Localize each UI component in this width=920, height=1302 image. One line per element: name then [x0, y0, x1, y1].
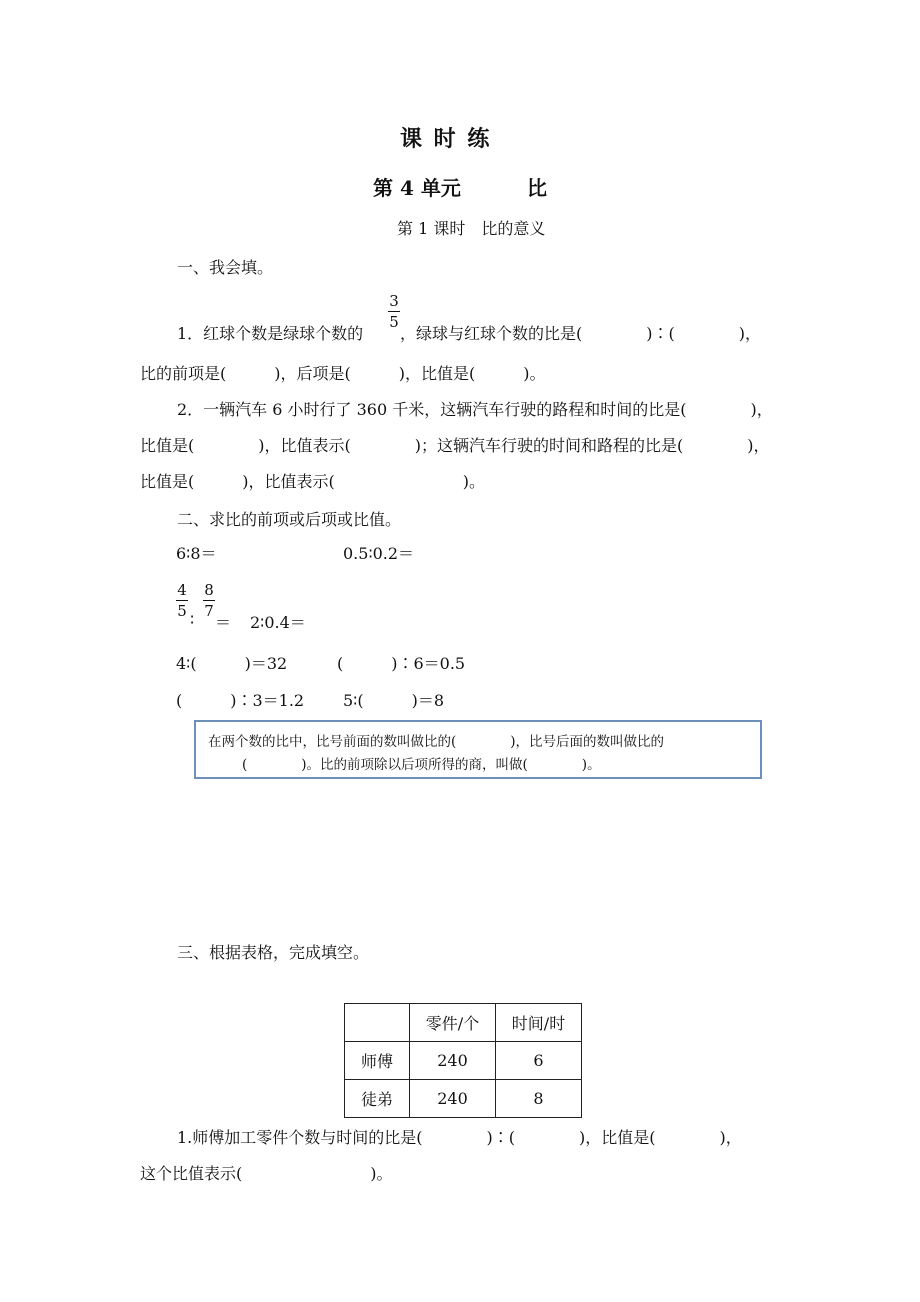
expr-x-6-0.5: ( )∶6＝0.5 [337, 654, 466, 673]
expr-5-x-8: 5∶( )＝8 [343, 691, 445, 710]
unit-topic: 比 [527, 176, 547, 200]
q2-line2: 比值是( )，比值表示( )；这辆汽车行驶的时间和路程的比是( )， [140, 436, 770, 455]
expr-2-0.4: 2∶0.4＝ [250, 613, 306, 632]
table-row: 师傅 240 6 [345, 1042, 582, 1080]
expr-0.5-0.2: 0.5∶0.2＝ [343, 544, 415, 563]
q3-line2: 这个比值表示( )。 [140, 1164, 393, 1183]
q1-text-before: 1．红球个数是绿球个数的 [177, 324, 364, 343]
q1-line2: 比的前项是( )，后项是( )，比值是( )。 [140, 364, 546, 383]
definition-note-box [194, 720, 762, 779]
table-row: 徒弟 240 8 [345, 1080, 582, 1118]
expr-4-x-32: 4∶( )＝32 [176, 654, 288, 673]
note-line2: ( )。比的前项除以后项所得的商，叫做( )。 [242, 757, 601, 773]
q1-text-after: ，绿球与红球个数的比是( )∶( )， [400, 324, 761, 343]
q2-line3: 比值是( )，比值表示( )。 [140, 472, 485, 491]
data-table [344, 1003, 582, 1118]
lesson-title: 第 1 课时 比的意义 [397, 219, 546, 238]
q2-line1: 2．一辆汽车 6 小时行了 360 千米，这辆汽车行驶的路程和时间的比是( )， [177, 400, 773, 419]
worksheet-title: 课 时 练 [400, 126, 492, 152]
unit-label: 第 4 单元 [373, 176, 461, 200]
section1-heading: 一、我会填。 [177, 258, 274, 277]
section2-heading: 二、求比的前项或后项或比值。 [177, 510, 402, 529]
expr-6-8: 6∶8＝ [176, 544, 217, 563]
fraction-3-5: 3 5 [389, 292, 399, 331]
note-line1: 在两个数的比中，比号前面的数叫做比的( )，比号后面的数叫做比的 [208, 734, 665, 750]
fraction-4-5: 4 5 [177, 581, 187, 620]
q3-line1: 1.师傅加工零件个数与时间的比是( )∶( )，比值是( )， [177, 1128, 742, 1147]
expr-x-3-1.2: ( )∶3＝1.2 [176, 691, 305, 710]
table-header-row: 零件/个 时间/时 [345, 1004, 582, 1042]
fraction-8-7: 8 7 [204, 581, 214, 620]
section3-heading: 三、根据表格，完成填空。 [177, 943, 370, 962]
